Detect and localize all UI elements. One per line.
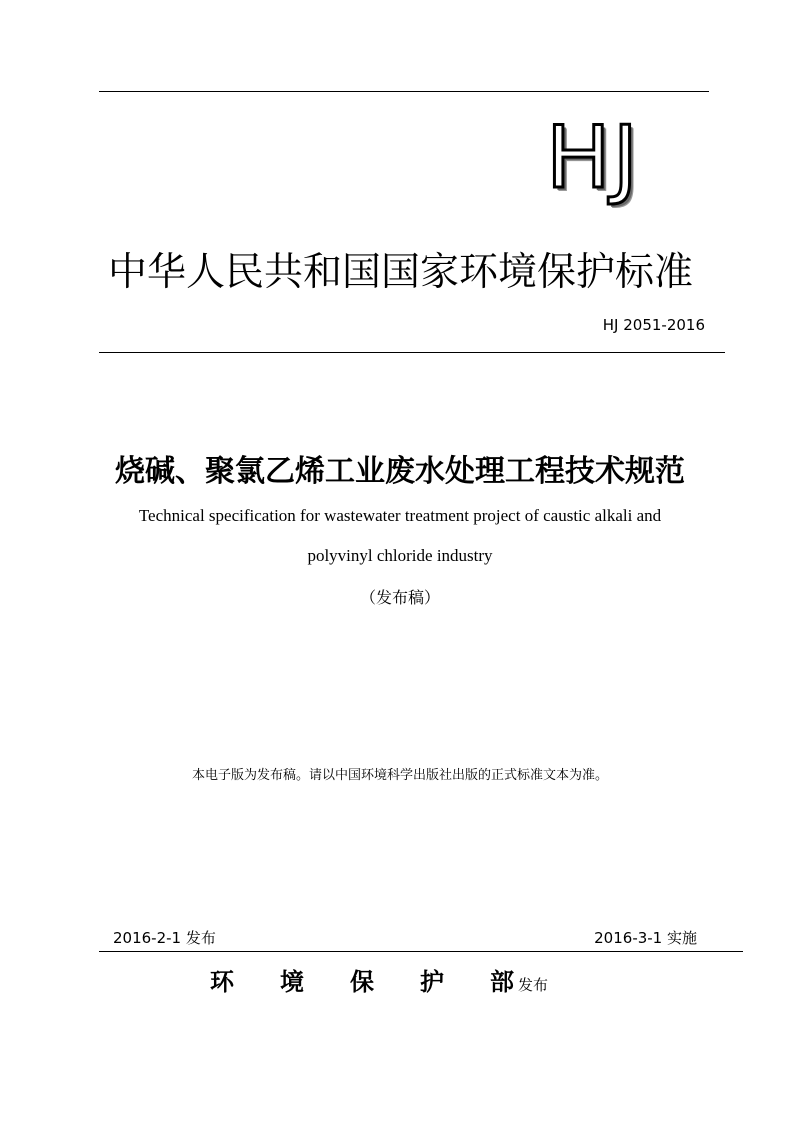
publisher bbox=[210, 964, 548, 1000]
publisher-char: 保 bbox=[350, 967, 374, 996]
publisher-char: 境 bbox=[280, 967, 304, 996]
chinese-title: 烧碱、聚氯乙烯工业废水处理工程技术规范 bbox=[115, 454, 685, 489]
top-divider bbox=[99, 91, 709, 92]
standard-number: HJ 2051-2016 bbox=[602, 316, 705, 334]
header-divider bbox=[99, 352, 725, 353]
english-title-line-1: Technical specification for wastewater treatment project of caustic alkali and bbox=[138, 506, 662, 525]
effective-date: 2016-3-1 实施 bbox=[594, 929, 697, 947]
publisher-char: 护 bbox=[420, 967, 444, 996]
publisher-suffix: 发布 bbox=[518, 976, 549, 994]
release-date: 2016-2-1 发布 bbox=[113, 929, 216, 947]
organization-title: 中华人民共和国国家环境保护标准 bbox=[108, 250, 694, 295]
edition-notice: 本电子版为发布稿。请以中国环境科学出版社出版的正式标准文本为准。 bbox=[191, 768, 608, 783]
publisher-char: 部 bbox=[490, 967, 514, 996]
draft-label: （发布稿） bbox=[359, 588, 440, 607]
english-title-line-2: polyvinyl chloride industry bbox=[307, 546, 493, 565]
hj-logo: HJ bbox=[546, 108, 641, 208]
publisher-char: 环 bbox=[210, 967, 234, 996]
footer-divider bbox=[99, 951, 743, 952]
